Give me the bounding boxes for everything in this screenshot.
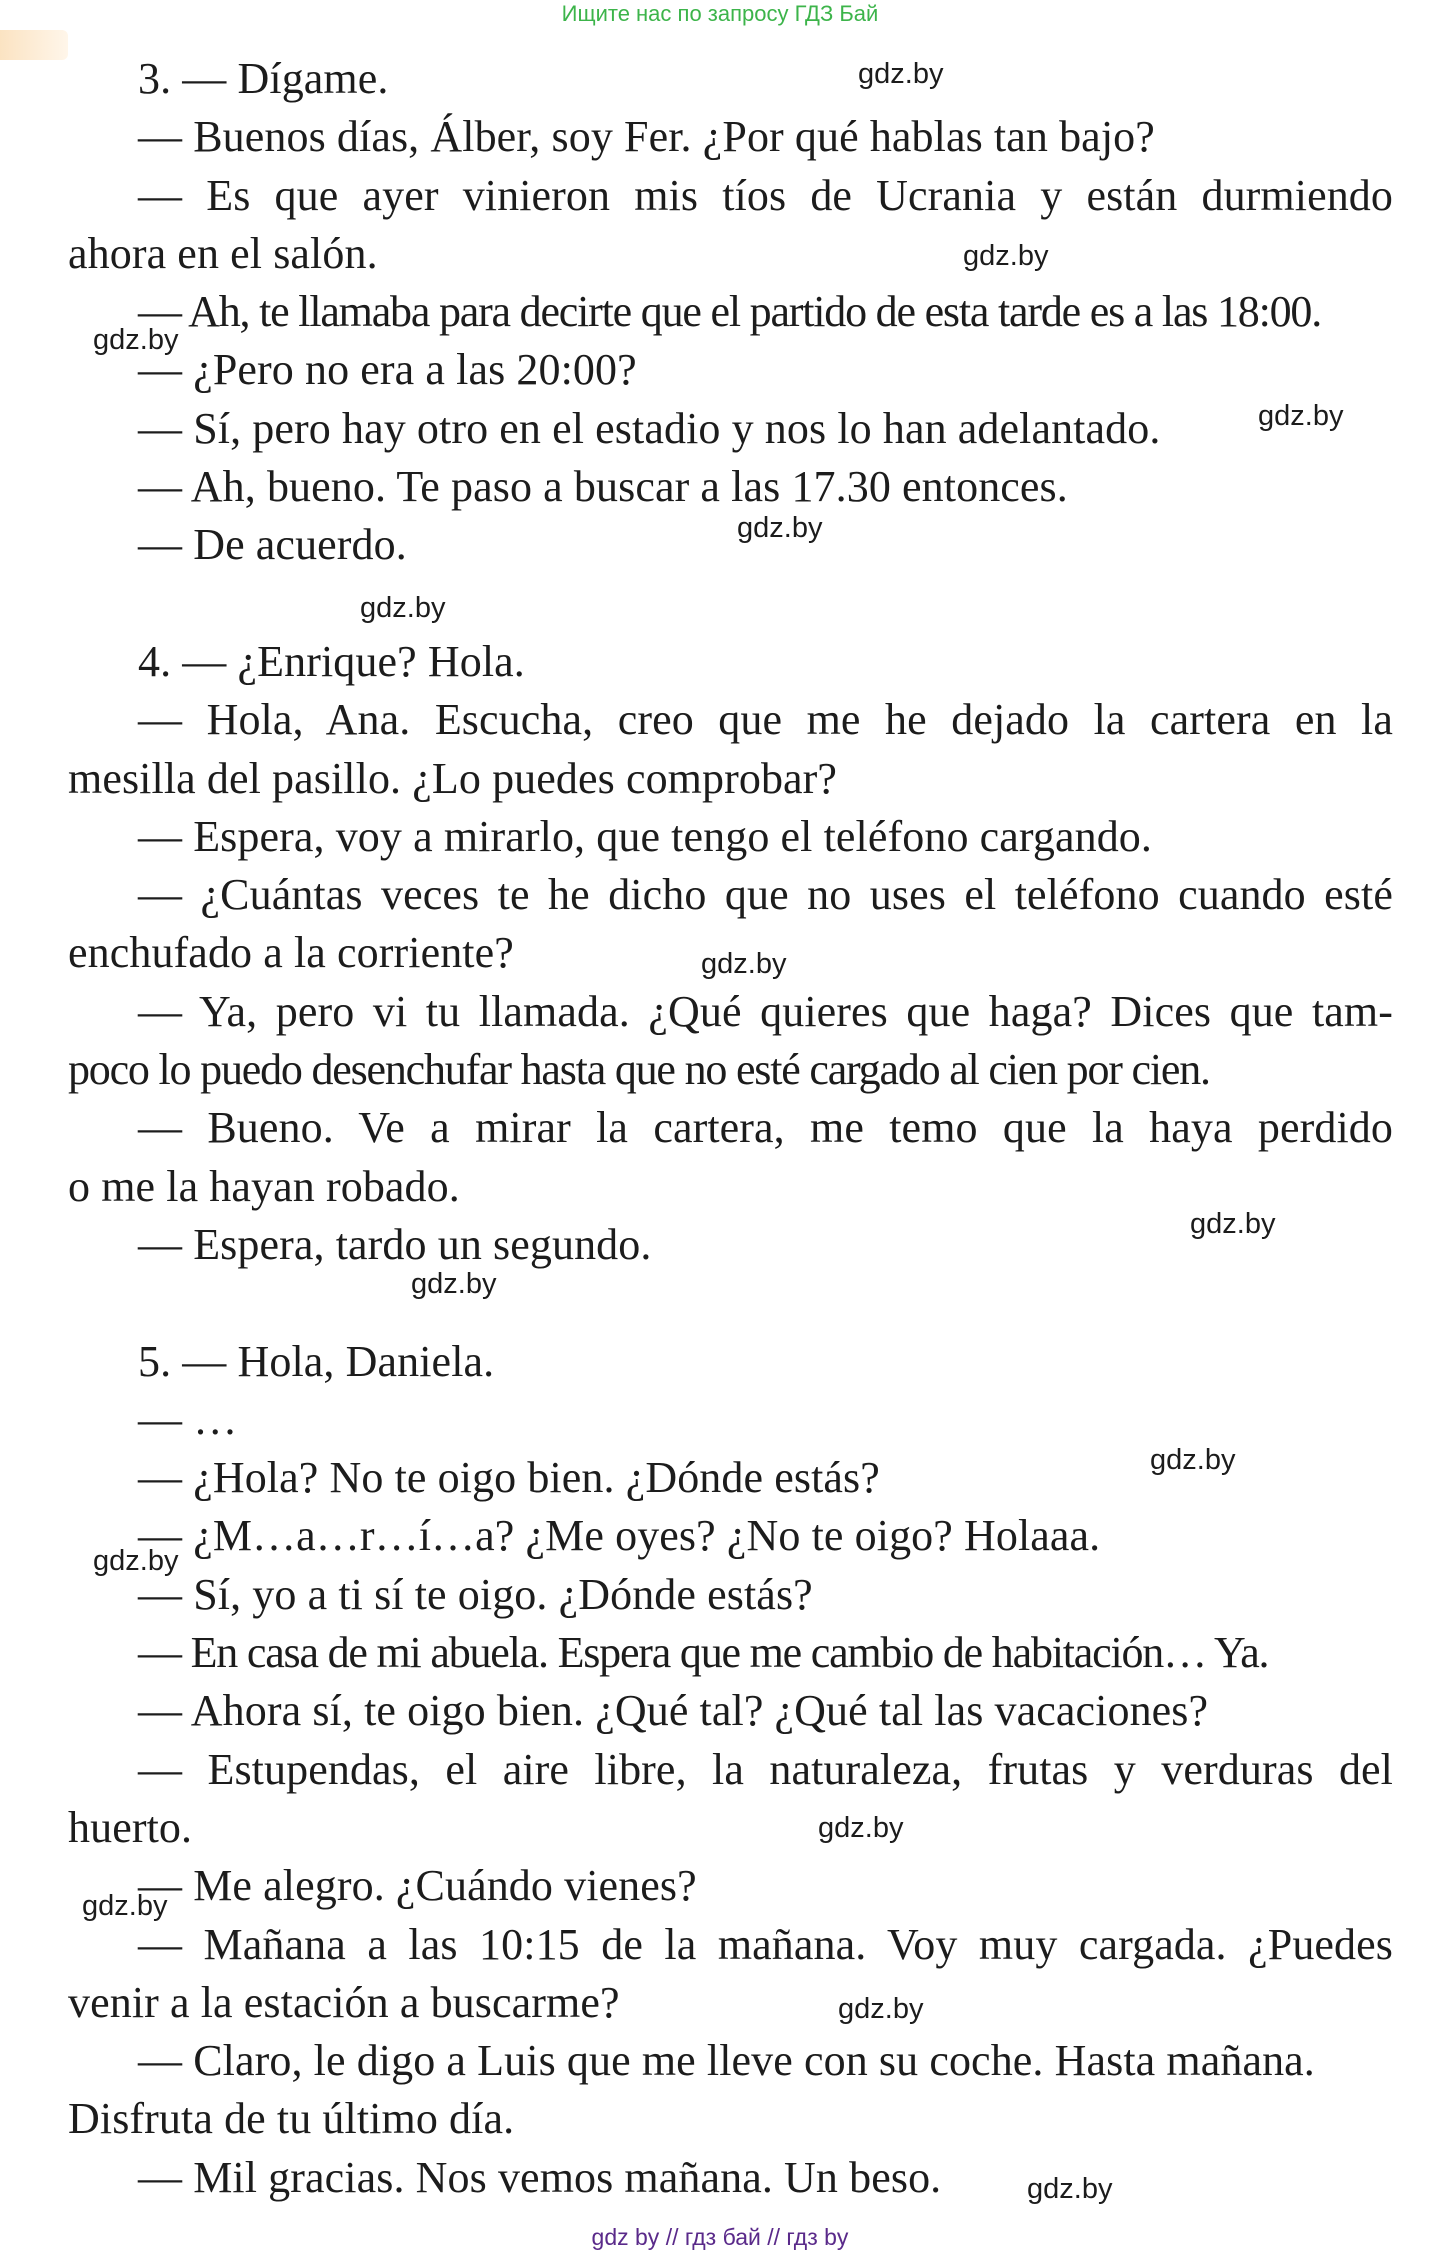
watermark: gdz.by [82, 1890, 168, 1922]
dialogue-line: — Ah, te llamaba para decirte que el partido de esta tarde es a las 18:00. [138, 287, 1322, 337]
dialogue-line: poco lo puedo desenchufar hasta que no esté cargado al cien por cien. [68, 1045, 1210, 1095]
dialogue-line: huerto. [68, 1802, 193, 1852]
dialogue-line: 3. — Dígame. [138, 54, 389, 103]
dialogue-line: — Espera, tardo un segundo. [138, 1219, 652, 1269]
dialogue-line: — Buenos días, Álber, soy Fer. ¿Por qué hablas tan bajo? [138, 112, 1155, 162]
dialogue-line: — En casa de mi abuela. Espera que me cambio de habitación… Ya. [138, 1628, 1269, 1678]
top-banner[interactable]: Ищите нас по запросу ГДЗ Бай [561, 1, 879, 26]
watermark: gdz.by [818, 1812, 904, 1844]
dialogue-line: — Ya, pero vi tu llamada. ¿Qué quieres que haga? Dices que tam- [138, 986, 1393, 1036]
dialogue-line: — Es que ayer vinieron mis tíos de Ucrania y están durmiendo [138, 170, 1393, 220]
watermark: gdz.by [1258, 400, 1344, 432]
dialogue-line: — Estupendas, el aire libre, la naturaleza, frutas y verduras del [138, 1744, 1393, 1794]
dialogue-line: — Mil gracias. Nos vemos mañana. Un beso. [138, 2152, 942, 2202]
watermark: gdz.by [838, 1993, 924, 2025]
dialogue-line: — ¿Pero no era a las 20:00? [138, 345, 637, 395]
watermark: gdz.by [93, 324, 179, 356]
watermark: gdz.by [701, 948, 787, 980]
section-gap [68, 575, 1393, 633]
dialogue-line: — ¿Hola? No te oigo bien. ¿Dónde estás? [138, 1453, 880, 1503]
watermark: gdz.by [858, 58, 944, 90]
dialogue-line: Disfruta de tu último día. [68, 2094, 515, 2144]
dialogue-line: — Claro, le digo a Luis que me lleve con su coche. Hasta mañana. [138, 2036, 1315, 2086]
dialogue-line: 4. — ¿Enrique? Hola. [138, 636, 525, 686]
dialogue-line: — Ahora sí, te oigo bien. ¿Qué tal? ¿Qué tal las vacaciones? [138, 1686, 1209, 1736]
dialogue-line: 5. — Hola, Daniela. [138, 1336, 495, 1386]
corner-tab [0, 30, 68, 60]
dialogue-line: ahora en el salón. [68, 228, 378, 278]
dialogue-line: — ¿Cuántas veces te he dicho que no uses el teléfono cuando esté [138, 870, 1393, 920]
dialogue-line: — ¿M…a…r…í…a? ¿Me oyes? ¿No te oigo? Holaaa. [138, 1511, 1101, 1561]
watermark: gdz.by [737, 512, 823, 544]
dialogue-line: — Hola, Ana. Escucha, creo que me he dejado la cartera en la [138, 695, 1393, 745]
watermark: gdz.by [1190, 1208, 1276, 1240]
watermark: gdz.by [411, 1268, 497, 1300]
watermark: gdz.by [1027, 2173, 1113, 2205]
watermark: gdz.by [963, 240, 1049, 272]
dialogue-line: — Ah, bueno. Te paso a buscar a las 17.30 entonces. [138, 462, 1068, 512]
watermark: gdz.by [360, 592, 446, 624]
dialogue-line: — Mañana a las 10:15 de la mañana. Voy muy cargada. ¿Puedes [138, 1919, 1393, 1969]
dialogue-line: enchufado a la corriente? [68, 928, 514, 978]
page-content [68, 50, 1393, 2207]
dialogue-line: — Sí, yo a ti sí te oigo. ¿Dónde estás? [138, 1569, 813, 1619]
dialogue-3 [68, 50, 1393, 575]
dialogue-line: — Me alegro. ¿Cuándo vienes? [138, 1861, 697, 1911]
dialogue-line: — Bueno. Ve a mirar la cartera, me temo que la haya perdido [138, 1103, 1393, 1153]
watermark: gdz.by [93, 1545, 179, 1577]
dialogue-line: o me la hayan robado. [68, 1161, 460, 1211]
dialogue-line: — De acuerdo. [138, 520, 407, 570]
watermark: gdz.by [1150, 1444, 1236, 1476]
dialogue-line: venir a la estación a buscarme? [68, 1977, 620, 2027]
dialogue-line: mesilla del pasillo. ¿Lo puedes comprobar? [68, 753, 838, 803]
footer-links[interactable]: gdz by // гдз бай // гдз by [591, 2224, 849, 2250]
dialogue-line: — … [138, 1394, 238, 1444]
dialogue-line: — Sí, pero hay otro en el estadio y nos lo han adelantado. [138, 403, 1161, 453]
section-gap [68, 1274, 1393, 1332]
dialogue-line: — Espera, voy a mirarlo, que tengo el teléfono cargando. [138, 811, 1152, 861]
